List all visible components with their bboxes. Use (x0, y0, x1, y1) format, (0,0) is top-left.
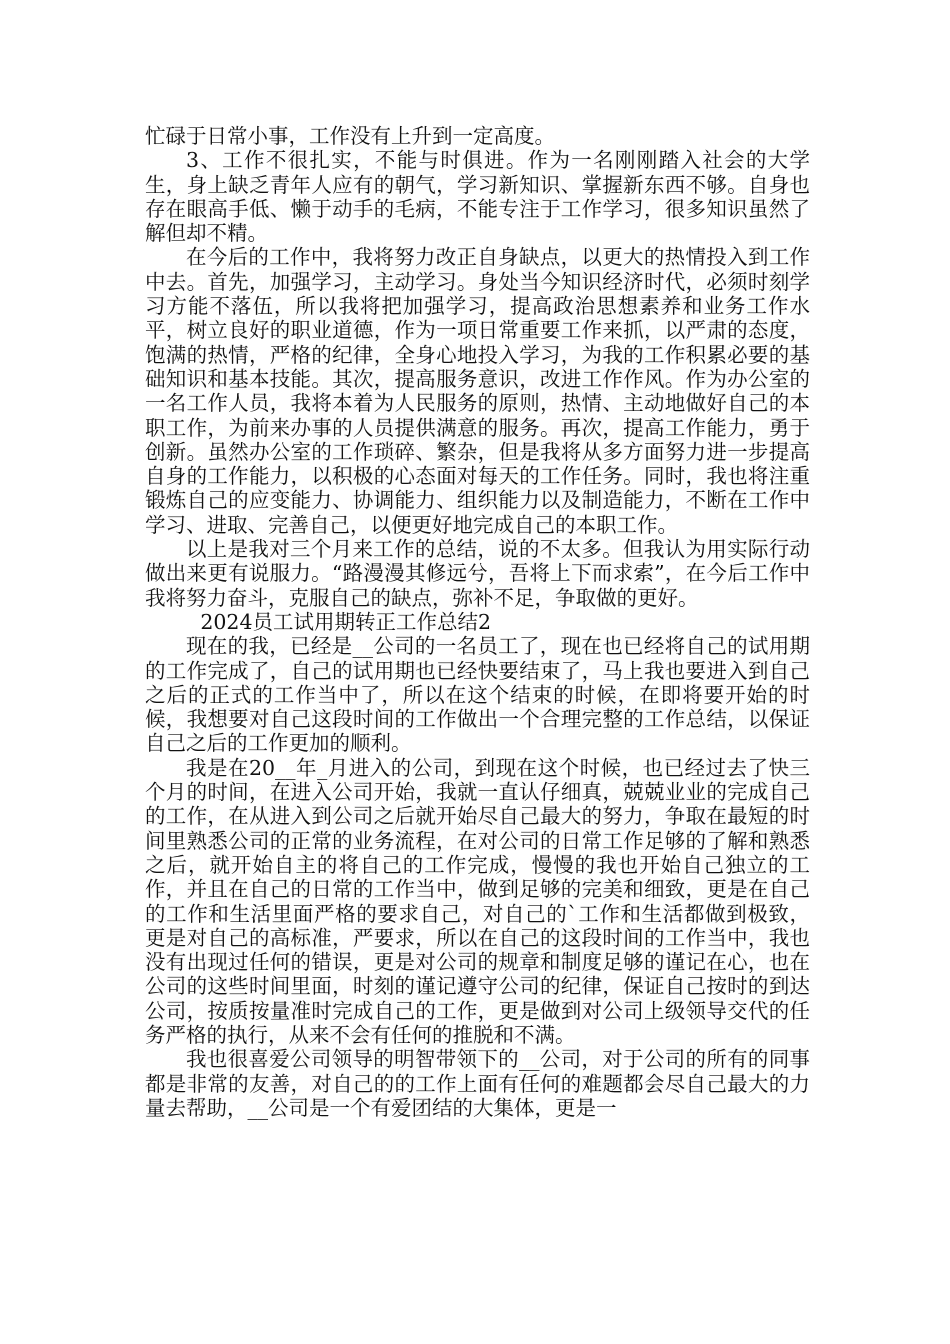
paragraph-shortcoming-3: 3、工作不很扎实，不能与时俱进。作为一名刚刚踏入社会的大学生，身上缺乏青年人应有的朝气，学习新知识、掌握新东西不够。自身也存在眼高手低、懒于动手的毛病，不能专注于工作学习，很多知识虽然了解但却不精。 (145, 148, 810, 246)
paragraph-work-history: 我是在20__年_月进入的公司，到现在这个时候，也已经过去了快三个月的时间，在进入公司开始，我就一直认仔细真，兢兢业业的完成自己的工作，在从进入到公司之后就开始尽自己最大的努力，争取在最短的时间里熟悉公司的正常的业务流程，在对公司的日常工作足够的了解和熟悉之后，就开始自主的将自己的工作完成，慢慢的我也开始自己独立的工作，并且在自己的日常的工作当中，做到足够的完美和细致，更是在自己的工作和生活里面严格的要求自己，对自己的`工作和生活都做到极致，更是对自己的高标准，严要求，所以在自己的这段时间的工作当中，我也没有出现过任何的错误，更是对公司的规章和制度足够的谨记在心，也在公司的这些时间里面，时刻的谨记遵守公司的纪律，保证自己按时的到达公司，按质按量准时完成自己的工作，更是做到对公司上级领导交代的任务严格的执行，从来不会有任何的推脱和不满。 (145, 755, 810, 1047)
paragraph-intro: 现在的我，已经是__公司的一名员工了，现在也已经将自己的试用期的工作完成了，自己的试用期也已经快要结束了，马上我也要进入到自己之后的正式的工作当中了，所以在这个结束的时候，在即将要开始的时候，我想要对自己这段时间的工作做出一个合理完整的工作总结，以保证自己之后的工作更加的顺利。 (145, 634, 810, 756)
document-body (145, 124, 810, 1120)
paragraph-continued: 忙碌于日常小事，工作没有上升到一定高度。 (145, 124, 555, 148)
paragraph-future-work: 在今后的工作中，我将努力改正自身缺点，以更大的热情投入到工作中去。首先，加强学习，主动学习。身处当今知识经济时代，必须时刻学习方能不落伍，所以我将把加强学习，提高政治思想素养和业务工作水平，树立良好的职业道德，作为一项日常重要工作来抓，以严肃的态度，饱满的热情，严格的纪律，全身心地投入学习，为我的工作积累必要的基础知识和基本技能。其次，提高服务意识，改进工作作风。作为办公室的一名工作人员，我将本着为人民服务的原则，热情、主动地做好自己的本职工作，为前来办事的人员提供满意的服务。再次，提高工作能力，勇于创新。虽然办公室的工作琐碎、繁杂，但是我将从多方面努力进一步提高自身的工作能力，以积极的心态面对每天的工作任务。同时，我也将注重锻炼自己的应变能力、协调能力、组织能力以及制造能力，不断在工作中学习、进取、完善自己，以便更好地完成自己的本职工作。 (145, 245, 810, 537)
paragraph-company-praise: 我也很喜爱公司领导的明智带领下的__公司，对于公司的所有的同事都是非常的友善，对自己的的工作上面有任何的难题都会尽自己最大的力量去帮助，__公司是一个有爱团结的大集体，更是一 (145, 1047, 810, 1120)
section-heading: 2024员工试用期转正工作总结2 (200, 609, 492, 634)
paragraph-summary-closing: 以上是我对三个月来工作的总结，说的不太多。但我认为用实际行动做出来更有说服力。“路漫漫其修远兮，吾将上下而求索”，在今后工作中我将努力奋斗，克服自己的缺点，弥补不足，争取做的更好。 (145, 537, 810, 610)
